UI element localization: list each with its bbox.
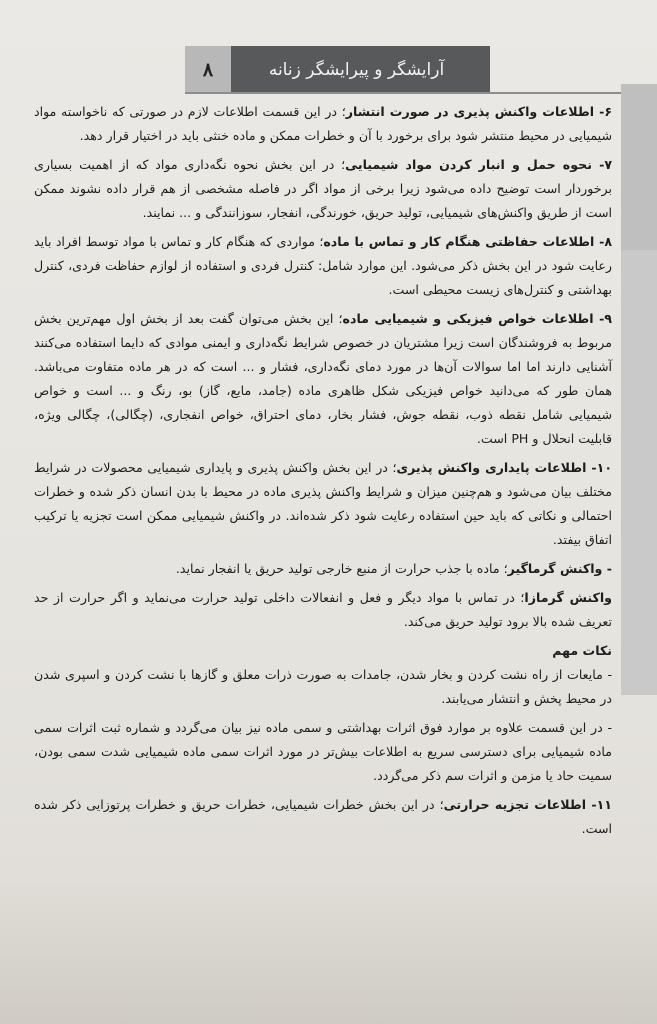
section-heading: ۱۱- اطلاعات تجزیه حرارتی bbox=[443, 797, 612, 812]
page-shadow bbox=[0, 874, 657, 1024]
section-text: ؛ در تماس با مواد دیگر و فعل و انفعالات داخلی تولید حرارت می‌نماید و اگر حرارت از حد تعریف شده بالا برود تولید حریق می‌کند. bbox=[34, 590, 612, 629]
section-text: ؛ در این بخش نحوه نگه‌داری مواد که از اهمیت بسیاری برخوردار است توضیح داده می‌شود زیرا برخی از مواد اگر در فاصله مشخصی از هم قرار داده نشوند ممکن است از طریق واکنش‌های شیمیایی، تولید حریق، خورندگی، انفجار، سوزانندگی و ... نمایند. bbox=[34, 157, 612, 220]
section-heading: ۸- اطلاعات حفاظتی هنگام کار و تماس با ماده bbox=[323, 234, 613, 249]
page-header bbox=[185, 46, 490, 94]
side-tab-lower bbox=[621, 250, 657, 695]
section-heading: ۹- اطلاعات خواص فیزیکی و شیمیایی ماده bbox=[342, 311, 612, 326]
section-9 bbox=[34, 307, 612, 451]
exothermic-reaction bbox=[34, 586, 612, 634]
page-number: ۸ bbox=[185, 46, 231, 94]
notes-block-2 bbox=[34, 716, 612, 788]
section-heading: واکنش گرمازا bbox=[524, 590, 612, 605]
side-tab-upper bbox=[621, 84, 657, 254]
section-text: ؛ در این قسمت اطلاعات لازم در صورتی که ناخواسته مواد شیمیایی در محیط منتشر شود برای برخورد با آن و خطرات ممکن و ماده خنثی باید در اختیار قرار دهد. bbox=[34, 104, 612, 143]
page-body bbox=[34, 100, 612, 846]
section-text: ؛ مواردی که هنگام کار و تماس با مواد توسط افراد باید رعایت شود در این بخش ذکر می‌شود. این موارد شامل: کنترل فردی و استفاده از لوازم حفاظت فردی، کنترل بهداشتی و کنترل‌های زیست محیطی است. bbox=[34, 234, 612, 297]
section-7 bbox=[34, 153, 612, 225]
section-heading: ۱۰- اطلاعات پایداری واکنش پذیری bbox=[396, 460, 613, 475]
section-text: ؛ ماده با جذب حرارت از منبع خارجی تولید حریق یا انفجار نماید. bbox=[175, 561, 508, 576]
header-rule bbox=[185, 92, 625, 94]
section-heading: - واکنش گرماگیر bbox=[507, 561, 612, 576]
note-item: - مایعات از راه نشت کردن و بخار شدن، جامدات به صورت ذرات معلق و گازها با نشت کردن و اسپری شدن در محیط پخش و انتشار می‌یابند. bbox=[34, 667, 612, 706]
note-item: - در این قسمت علاوه بر موارد فوق اثرات بهداشتی و سمی ماده نیز بیان می‌گردد و شماره ثبت اثرات سمی ماده شیمیایی برای دسترسی سریع به اطلاعات بیش‌تر در مورد اثرات سمی ماده شیمیایی شدت سمی بودن، سمیت حاد یا مزمن و اثرات سم ذکر می‌گردد. bbox=[34, 720, 612, 783]
section-text: ؛ در این بخش خطرات شیمیایی، خطرات حریق و خطرات پرتوزایی ذکر شده است. bbox=[34, 797, 612, 836]
section-heading: ۷- نحوه حمل و انبار کردن مواد شیمیایی bbox=[345, 157, 612, 172]
section-8 bbox=[34, 230, 612, 302]
section-heading: ۶- اطلاعات واکنش پذیری در صورت انتشار bbox=[345, 104, 612, 119]
section-text: ؛ در این بخش واکنش پذیری و پایداری شیمیایی محصولات در شرایط مختلف بیان می‌شود و هم‌چنین میزان و شرایط واکنش پذیری ماده در محیط با بدن انسان ذکر شده و خطرات احتمالی و نکاتی که باید حین استفاده رعایت شود ذکر شده‌اند. در واکنش شیمیایی ممکن است تجزیه یا ترکیب اتفاق بیفتد. bbox=[34, 460, 612, 547]
section-text: ؛ این بخش می‌توان گفت بعد از بخش اول مهم‌ترین بخش مربوط به فروشندگان است زیرا مشتریان در خصوص شرایط نگه‌داری و ایمنی موادی که دایما استفاده می‌کنند آشنایی دارند اما اما سوالات آن‌ها در مورد دمای نگه‌داری، فشار و ... است که در هر ماده متفاوت می‌باشد. همان طور که می‌دانید خواص فیزیکی شکل ظاهری ماده (جامد، مایع، گاز) بو، رنگ و ... است و خواص شیمیایی شامل نقطه ذوب، نقطه جوش، فشار بخار، دمای احتراق، خواص انفجاری، (چگالی)، چگالی ویژه، قابلیت انحلال و PH است. bbox=[34, 311, 612, 446]
notes-block bbox=[34, 639, 612, 711]
section-11 bbox=[34, 793, 612, 841]
section-6 bbox=[34, 100, 612, 148]
notes-heading: نکات مهم bbox=[552, 643, 612, 658]
section-10 bbox=[34, 456, 612, 552]
endothermic-reaction bbox=[34, 557, 612, 581]
chapter-title: آرایشگر و پیرایشگر زنانه bbox=[268, 60, 445, 80]
